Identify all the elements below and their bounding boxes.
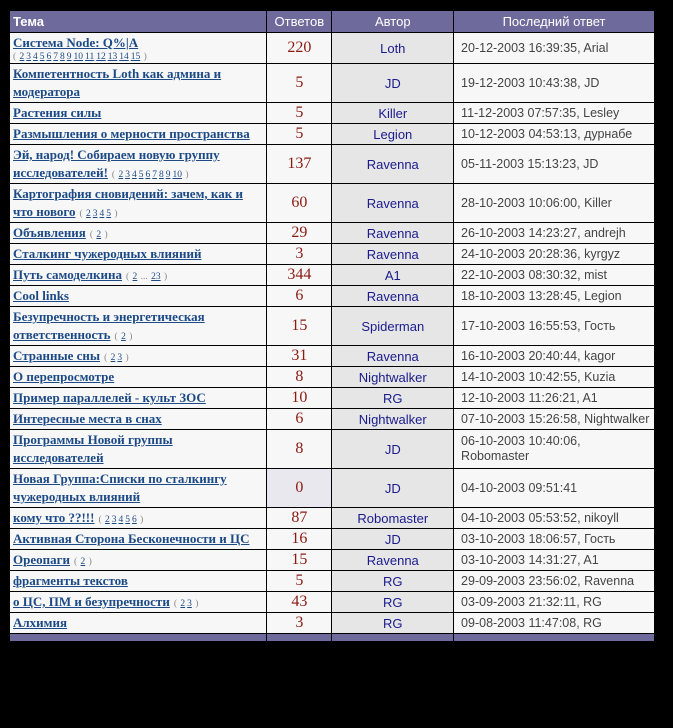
page-link[interactable]: 6 (145, 170, 151, 180)
page-link[interactable]: 2 (86, 209, 91, 219)
page-links-open-bracket: ( (114, 332, 121, 342)
topic-cell (10, 346, 266, 366)
table-row (10, 64, 654, 102)
author-name[interactable]: RG (332, 571, 453, 591)
page-links (90, 230, 108, 240)
replies-count: 8 (267, 367, 331, 387)
page-links-close-bracket: ) (141, 52, 147, 62)
last-reply-info: 03-09-2003 21:32:11, RG (454, 592, 654, 612)
column-header-last-reply[interactable]: Последний ответ (454, 11, 654, 32)
page-link[interactable]: 2 (180, 599, 186, 609)
table-row (10, 265, 654, 285)
page-link[interactable]: 2 (110, 353, 116, 363)
page-links-open-bracket: ( (74, 557, 80, 567)
page-links-open-bracket: ( (79, 209, 86, 219)
replies-count: 3 (267, 244, 331, 264)
topic-cell (10, 145, 266, 183)
author-name[interactable]: Legion (332, 124, 453, 144)
topic-link[interactable]: Пример параллелей - культ ЗОС (13, 390, 206, 405)
replies-count: 6 (267, 409, 331, 429)
page-link[interactable]: 4 (33, 52, 38, 62)
table-row (10, 409, 654, 429)
author-name[interactable]: JD (332, 529, 453, 549)
page-link[interactable]: 8 (158, 170, 164, 180)
page-links (126, 272, 167, 282)
last-reply-info: 28-10-2003 10:06:00, Killer (454, 184, 654, 222)
topic-cell (10, 223, 266, 243)
author-name[interactable]: Nightwalker (332, 367, 453, 387)
author-name[interactable]: Ravenna (332, 346, 453, 366)
table-row (10, 388, 654, 408)
topic-link[interactable]: Cool links (13, 288, 69, 303)
topic-link[interactable]: Ореопаги (13, 552, 70, 567)
replies-count: 0 (267, 469, 331, 507)
table-row (10, 430, 654, 468)
last-reply-info: 05-11-2003 15:13:23, JD (454, 145, 654, 183)
last-reply-info: 07-10-2003 15:26:58, Nightwalker (454, 409, 654, 429)
page-link[interactable]: 5 (138, 170, 144, 180)
topic-link[interactable]: Объявления (13, 225, 86, 240)
last-reply-info: 10-12-2003 04:53:13, дурнабе (454, 124, 654, 144)
topic-cell (10, 529, 266, 549)
replies-count: 16 (267, 529, 331, 549)
topic-link[interactable]: Программы Новой группы исследователей (13, 432, 173, 465)
topic-cell (10, 64, 266, 102)
topic-cell (10, 244, 266, 264)
table-footer-row (10, 634, 654, 641)
table-row (10, 244, 654, 264)
topic-cell (10, 508, 266, 528)
replies-count: 344 (267, 265, 331, 285)
topic-link[interactable]: фрагменты текстов (13, 573, 128, 588)
topic-link[interactable]: Алхимия (13, 615, 68, 630)
last-reply-info: 29-09-2003 23:56:02, Ravenna (454, 571, 654, 591)
topic-link[interactable]: Картография сновидений: зачем, как и что нового (13, 186, 243, 219)
page-link[interactable]: 7 (152, 170, 157, 180)
topic-cell (10, 103, 266, 123)
topic-cell (10, 430, 266, 468)
replies-count: 137 (267, 145, 331, 183)
page-links-open-bracket: ( (98, 515, 105, 525)
topic-link[interactable]: Путь самоделкина (13, 267, 122, 282)
replies-count: 5 (267, 103, 331, 123)
page-link[interactable]: 3 (187, 599, 192, 609)
page-links-close-bracket: ) (112, 209, 118, 219)
author-name[interactable]: JD (332, 469, 453, 507)
replies-count: 15 (267, 307, 331, 345)
last-reply-info: 16-10-2003 20:40:44, kagor (454, 346, 654, 366)
page-link[interactable]: 10 (73, 52, 84, 62)
page-links-open-bracket: ( (89, 230, 96, 240)
table-row (10, 223, 654, 243)
page-links-close-bracket: ) (86, 557, 92, 567)
page-links-open-bracket: ( (173, 599, 180, 609)
topic-link[interactable]: Безупречность и энергетическая ответственность (13, 309, 205, 342)
page-links (174, 599, 199, 609)
author-name[interactable]: RG (332, 613, 453, 633)
page-links (112, 170, 189, 180)
replies-count: 3 (267, 613, 331, 633)
table-row (10, 529, 654, 549)
page-link[interactable]: 10 (172, 170, 182, 180)
page-links-close-bracket: ) (182, 170, 189, 180)
page-links-close-bracket: ) (192, 599, 199, 609)
last-reply-info: 04-10-2003 05:53:52, nikoyll (454, 508, 654, 528)
author-name[interactable]: Spiderman (332, 307, 453, 345)
topic-cell (10, 184, 266, 222)
page-link[interactable]: 9 (66, 52, 72, 62)
footer-cell (10, 634, 266, 641)
page-link[interactable]: 2 (132, 272, 138, 282)
topic-cell (10, 613, 266, 633)
footer-cell (267, 634, 331, 641)
topic-link[interactable]: Растения силы (13, 105, 102, 120)
page-link[interactable]: 6 (46, 52, 52, 62)
table-header-row (10, 11, 654, 32)
page-links-close-bracket: ) (137, 515, 144, 525)
page-link[interactable]: 4 (99, 209, 105, 219)
page-links (115, 332, 133, 342)
last-reply-info: 11-12-2003 07:57:35, Lesley (454, 103, 654, 123)
table-row (10, 550, 654, 570)
last-reply-info: 12-10-2003 11:26:21, A1 (454, 388, 654, 408)
page-link[interactable]: 14 (119, 52, 129, 62)
author-name[interactable]: A1 (332, 265, 453, 285)
page-links-open-bracket: ( (125, 272, 132, 282)
page-link[interactable]: 9 (165, 170, 171, 180)
topic-link[interactable]: Интересные места в снах (13, 411, 162, 426)
last-reply-info: 17-10-2003 16:55:53, Гость (454, 307, 654, 345)
page-link[interactable]: 2 (19, 52, 25, 62)
table-row (10, 367, 654, 387)
last-reply-info: 20-12-2003 16:39:35, Arial (454, 33, 654, 63)
page-link[interactable]: 8 (60, 52, 65, 62)
topic-cell (10, 592, 266, 612)
page-link[interactable]: 5 (125, 515, 131, 525)
page-link[interactable]: 15 (130, 52, 141, 62)
page-link[interactable]: 3 (26, 52, 32, 62)
page-link[interactable]: 3 (125, 170, 130, 180)
topic-link[interactable]: Эй, народ! Собираем новую группу исследователей! (13, 147, 220, 180)
page-links-close-bracket: ) (126, 332, 133, 342)
column-header-author[interactable]: Автор (332, 11, 453, 32)
author-name[interactable]: Ravenna (332, 184, 453, 222)
table-row (10, 469, 654, 507)
page-links (74, 557, 92, 567)
table-row (10, 286, 654, 306)
replies-count: 15 (267, 550, 331, 570)
page-link[interactable]: 23 (151, 272, 161, 282)
table-row (10, 346, 654, 366)
replies-count: 29 (267, 223, 331, 243)
author-name[interactable]: Ravenna (332, 223, 453, 243)
topic-link[interactable]: Новая Группа:Списки по сталкингу чужеродных влияний (13, 471, 227, 504)
page-link[interactable]: 3 (92, 209, 98, 219)
table-row (10, 33, 654, 63)
page-link[interactable]: 2 (80, 557, 86, 567)
last-reply-info: 03-10-2003 18:06:57, Гость (454, 529, 654, 549)
author-name[interactable]: Ravenna (332, 145, 453, 183)
topic-link[interactable]: Активная Сторона Бесконечности и ЦС (13, 531, 250, 546)
page-link[interactable]: 3 (111, 515, 117, 525)
page-link[interactable]: 4 (118, 515, 124, 525)
footer-cell (332, 634, 453, 641)
page-links (104, 353, 129, 363)
page-link[interactable]: 5 (39, 52, 45, 62)
page-link[interactable]: 3 (117, 353, 123, 363)
last-reply-info: 19-12-2003 10:43:38, JD (454, 64, 654, 102)
topic-cell (10, 124, 266, 144)
author-name[interactable]: Nightwalker (332, 409, 453, 429)
page-link[interactable]: 4 (131, 170, 137, 180)
page-link[interactable]: 12 (96, 52, 106, 62)
last-reply-info: 22-10-2003 08:30:32, mist (454, 265, 654, 285)
topic-cell (10, 265, 266, 285)
page-link[interactable]: 2 (121, 332, 126, 342)
replies-count: 6 (267, 286, 331, 306)
page-links-close-bracket: ) (123, 353, 129, 363)
last-reply-info: 14-10-2003 10:42:55, Kuzia (454, 367, 654, 387)
replies-count: 31 (267, 346, 331, 366)
page-links-close-bracket: ) (102, 230, 108, 240)
page-link[interactable]: 5 (106, 209, 112, 219)
topic-link[interactable]: О перепросмотре (13, 369, 115, 384)
author-name[interactable]: JD (332, 430, 453, 468)
author-name[interactable]: Ravenna (332, 244, 453, 264)
topic-cell (10, 469, 266, 507)
topic-cell (10, 550, 266, 570)
author-name[interactable]: Killer (332, 103, 453, 123)
page-link[interactable]: 13 (107, 52, 118, 62)
topic-link[interactable]: Система Node: Q%|A (13, 35, 139, 50)
topic-cell (10, 367, 266, 387)
last-reply-info: 04-10-2003 09:51:41 (454, 469, 654, 507)
page-links-ellipsis: ... (138, 272, 151, 282)
table-row (10, 103, 654, 123)
table-row (10, 124, 654, 144)
author-name[interactable]: Ravenna (332, 286, 453, 306)
topic-cell (10, 286, 266, 306)
table-row (10, 571, 654, 591)
page-link[interactable]: 11 (85, 52, 95, 62)
last-reply-info: 26-10-2003 14:23:27, andrejh (454, 223, 654, 243)
last-reply-info: 18-10-2003 13:28:45, Legion (454, 286, 654, 306)
author-name[interactable]: RG (332, 592, 453, 612)
page-links-open-bracket: ( (104, 353, 110, 363)
replies-count: 10 (267, 388, 331, 408)
page-link[interactable]: 2 (118, 170, 124, 180)
replies-count: 5 (267, 571, 331, 591)
forum-topic-table (9, 10, 655, 642)
last-reply-info: 06-10-2003 10:40:06, Robomaster (454, 430, 654, 468)
replies-count: 5 (267, 124, 331, 144)
table-row (10, 613, 654, 633)
page-link[interactable]: 6 (132, 515, 137, 525)
replies-count: 43 (267, 592, 331, 612)
page-link[interactable]: 7 (53, 52, 59, 62)
topic-cell (10, 571, 266, 591)
table-row (10, 508, 654, 528)
page-links (13, 52, 264, 62)
author-name[interactable]: RG (332, 388, 453, 408)
page-links-close-bracket: ) (161, 272, 168, 282)
column-header-topic[interactable]: Тема (10, 11, 266, 32)
replies-count: 60 (267, 184, 331, 222)
topic-cell (10, 409, 266, 429)
page-links-open-bracket: ( (111, 170, 118, 180)
page-link[interactable]: 2 (105, 515, 110, 525)
page-link[interactable]: 2 (96, 230, 102, 240)
author-name[interactable]: Robomaster (332, 508, 453, 528)
topic-link[interactable]: Сталкинг чужеродных влияний (13, 246, 202, 261)
table-row (10, 145, 654, 183)
replies-count: 5 (267, 64, 331, 102)
footer-cell (454, 634, 654, 641)
last-reply-info: 03-10-2003 14:31:27, A1 (454, 550, 654, 570)
page-links (79, 209, 117, 219)
author-name[interactable]: Loth (332, 33, 453, 63)
author-name[interactable]: JD (332, 64, 453, 102)
topic-link[interactable]: кому что ??!!! (13, 510, 95, 525)
topic-cell (10, 33, 266, 63)
table-row (10, 307, 654, 345)
topic-cell (10, 307, 266, 345)
last-reply-info: 24-10-2003 20:28:36, kyrgyz (454, 244, 654, 264)
replies-count: 87 (267, 508, 331, 528)
last-reply-info: 09-08-2003 11:47:08, RG (454, 613, 654, 633)
topic-cell (10, 388, 266, 408)
table-row (10, 592, 654, 612)
replies-count: 8 (267, 430, 331, 468)
page-links-open-bracket: ( (13, 52, 19, 62)
topic-link[interactable]: Странные сны (13, 348, 101, 363)
replies-count: 220 (267, 33, 331, 63)
topic-link[interactable]: о ЦС, ПМ и безупречности (13, 594, 170, 609)
column-header-replies[interactable]: Ответов (267, 11, 331, 32)
author-name[interactable]: Ravenna (332, 550, 453, 570)
topic-link[interactable]: Размышления о мерности пространства (13, 126, 250, 141)
page-links (98, 515, 143, 525)
table-row (10, 184, 654, 222)
topic-link[interactable]: Компетентность Loth как админа и модератора (13, 66, 222, 99)
